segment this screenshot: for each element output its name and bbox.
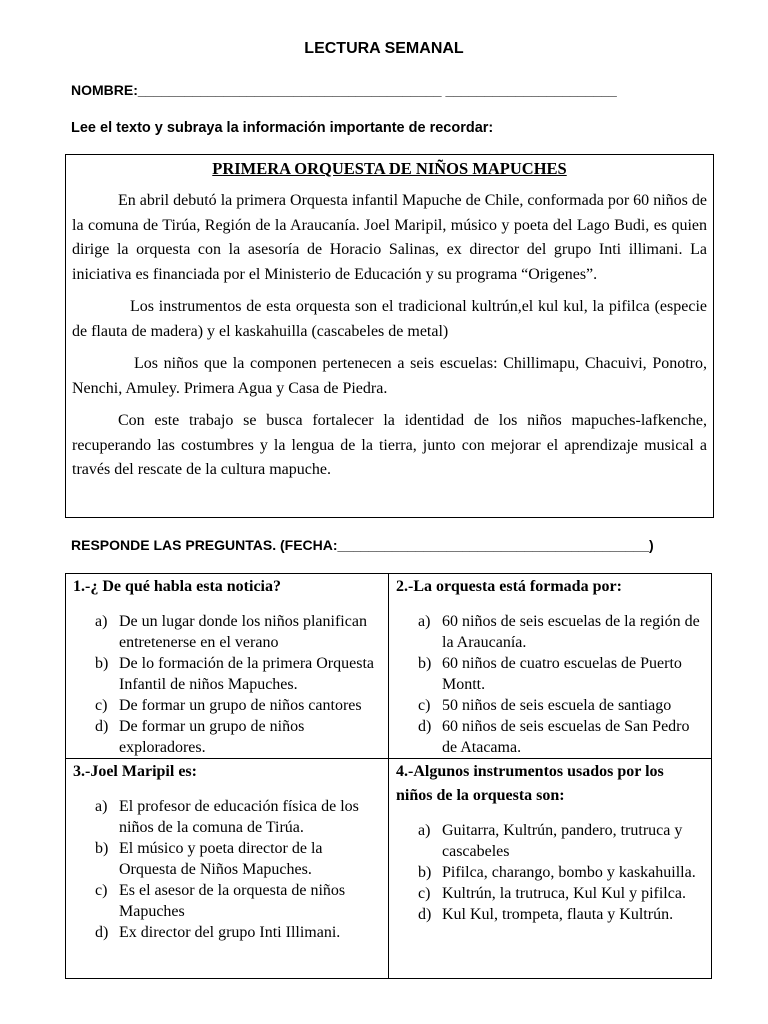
name-line [71,82,617,98]
question-1-options [73,611,381,758]
name-blank[interactable]: _______________________________________ ______________________ [137,82,617,98]
question-cell-2 [389,574,712,759]
reading-paragraph: Los instrumentos de esta orquesta son el tradicional kultrún,el kul kul, la pifilca (especie de flauta de madera) y el kaskahuilla (cascabeles de metal) [72,298,707,340]
reading-box [65,154,714,518]
option-3b[interactable]: b) El músico y poeta director de la Orquesta de Niños Mapuches. [95,840,323,878]
reading-paragraph: Con este trabajo se busca fortalecer la identidad de los niños mapuches-lafkenche, recuperando las costumbres y la lengua de la tierra, junto con mejorar el aprendizaje musical a través del rescate de la cultura mapuche. [72,412,707,478]
question-cell-1 [66,574,389,759]
option-4d[interactable]: d) Kul Kul, trompeta, flauta y Kultrún. [418,906,674,923]
reading-paragraph: Los niños que la componen pertenecen a seis escuelas: Chillimapu, Chacuivi, Ponotro, Nenchi, Amuley. Primera Agua y Casa de Piedra. [72,355,707,397]
question-1-text: 1.-¿ De qué habla esta noticia? [73,578,281,595]
option-1c[interactable]: c) De formar un grupo de niños cantores [95,697,362,714]
question-3-text: 3.-Joel Maripil es: [73,763,197,780]
option-2b[interactable]: b) 60 niños de cuatro escuelas de Puerto Montt. [418,655,682,693]
reading-paragraph: En abril debutó la primera Orquesta infantil Mapuche de Chile, conformada por 60 niños de la comuna de Tirúa, Región de la Araucanía. Joel Maripil, músico y poeta del Lago Budi, es quien dirige la orquesta con la asesoría de Horacio Salinas, ex director del grupo Inti illimani. La iniciativa es financiada por el Ministerio de Educación y su programa “Origenes”. [72,192,707,283]
page-title: LECTURA SEMANAL [304,40,464,57]
option-4c[interactable]: c) Kultrún, la trutruca, Kul Kul y pifilca. [418,885,686,902]
question-3-options [73,796,381,943]
question-4-options [396,820,704,925]
option-1b[interactable]: b) De lo formación de la primera Orquesta Infantil de niños Mapuches. [95,655,375,693]
option-1a[interactable]: a) De un lugar donde los niños planifican entretenerse en el verano [95,613,367,651]
question-cell-3 [66,759,389,979]
option-2a[interactable]: a) 60 niños de seis escuelas de la región de la Araucanía. [418,613,700,651]
question-2-text: 2.-La orquesta está formada por: [396,578,622,595]
questions-header: RESPONDE LAS PREGUNTAS. (FECHA:________________________________________) [71,537,654,553]
option-3a[interactable]: a) El profesor de educación física de los niños de la comuna de Tirúa. [95,798,359,836]
name-label: NOMBRE: [71,82,138,98]
option-2c[interactable]: c) 50 niños de seis escuela de santiago [418,697,672,714]
option-3c[interactable]: c) Es el asesor de la orquesta de niños Mapuches [95,882,346,920]
option-4a[interactable]: a) Guitarra, Kultrún, pandero, trutruca y cascabeles [418,822,683,860]
question-2-options [396,611,704,758]
option-3d[interactable]: d) Ex director del grupo Inti Illimani. [95,924,341,941]
questions-table [65,573,712,979]
option-2d[interactable]: d) 60 niños de seis escuelas de San Pedro de Atacama. [418,718,690,756]
question-4-text: 4.-Algunos instrumentos usados por los niños de la orquesta son: [396,763,664,804]
option-4b[interactable]: b) Pifilca, charango, bombo y kaskahuilla. [418,864,696,881]
reading-title: PRIMERA ORQUESTA DE NIÑOS MAPUCHES [212,159,567,178]
option-1d[interactable]: d) De formar un grupo de niños exploradores. [95,718,305,756]
instruction-text: Lee el texto y subraya la información importante de recordar: [71,120,494,136]
question-cell-4 [389,759,712,979]
